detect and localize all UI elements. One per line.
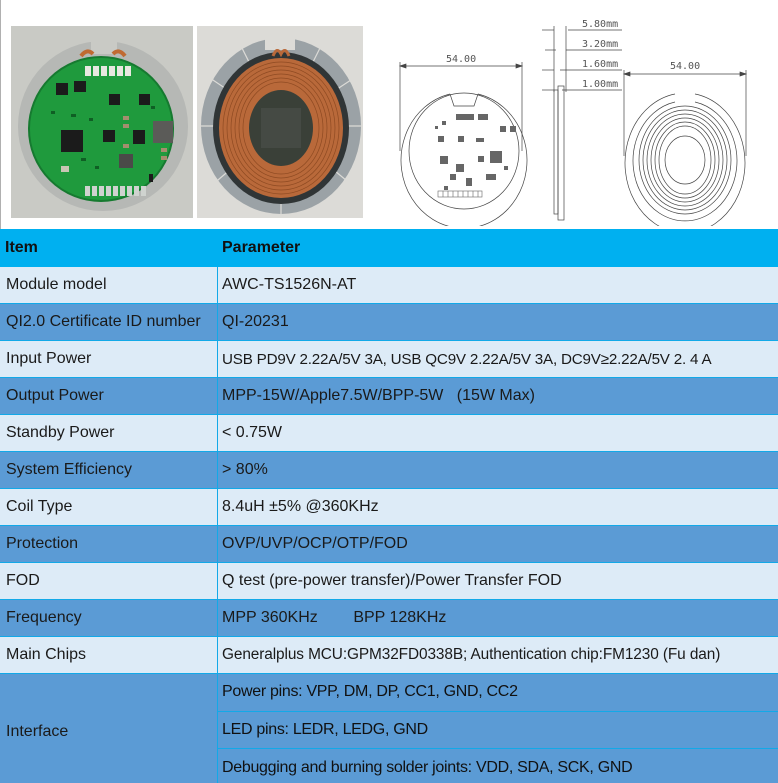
table-row [0, 489, 778, 526]
interface-debug-joints: Debugging and burning solder joints: VDD, SDA, SCK, GND [222, 758, 633, 776]
row-parameter: MPP 360KHz BPP 128KHz [222, 609, 447, 626]
coil-image-icon [197, 26, 363, 218]
front-width-label: 54.00 [446, 54, 477, 65]
dimension-drawing-icon [380, 6, 778, 226]
row-parameter: 8.4uH ±5% @360KHz [222, 498, 379, 515]
thickness-label-5-80: 5.80mm [582, 19, 619, 30]
thickness-label-1-00: 1.00mm [582, 79, 619, 90]
row-item: QI2.0 Certificate ID number [0, 304, 218, 340]
table-row [0, 304, 778, 341]
table-row [0, 637, 778, 674]
row-item: Frequency [0, 600, 218, 636]
table-row [0, 267, 778, 304]
thickness-label-1-60: 1.60mm [582, 59, 619, 70]
coil-width-label: 54.00 [670, 61, 701, 72]
row-item: Output Power [0, 378, 218, 414]
interface-led-pins: LED pins: LEDR, LEDG, GND [218, 712, 778, 750]
pcb-photo [11, 26, 193, 218]
table-row [0, 452, 778, 489]
row-item: Standby Power [0, 415, 218, 451]
row-parameter: MPP-15W/Apple7.5W/BPP-5W (15W Max) [222, 387, 535, 404]
row-parameter: AWC-TS1526N-AT [222, 276, 357, 293]
row-parameter: Generalplus MCU:GPM32FD0338B; Authentication chip:FM1230 (Fu dan) [222, 646, 721, 663]
left-border-rule [0, 0, 1, 229]
table-row-interface [0, 674, 778, 783]
row-item: Main Chips [0, 637, 218, 673]
coil-photo [197, 26, 363, 218]
pcb-image-icon [11, 26, 193, 218]
table-row [0, 378, 778, 415]
interface-power-pins: Power pins: VPP, DM, DP, CC1, GND, CC2 [218, 674, 778, 712]
table-row [0, 563, 778, 600]
header-item: Item [5, 239, 38, 256]
row-parameter: Q test (pre-power transfer)/Power Transfer FOD [222, 572, 562, 589]
interface-parameter-list [218, 674, 778, 783]
row-item: Protection [0, 526, 218, 562]
row-item: FOD [0, 563, 218, 599]
row-item: Coil Type [0, 489, 218, 525]
thickness-label-3-20: 3.20mm [582, 39, 619, 50]
table-header [0, 229, 778, 267]
row-parameter: < 0.75W [222, 424, 283, 441]
row-item: Interface [0, 674, 218, 783]
row-item: Module model [0, 267, 218, 303]
table-row [0, 526, 778, 563]
row-item: Input Power [0, 341, 218, 377]
table-row [0, 600, 778, 637]
row-parameter: QI-20231 [222, 313, 289, 330]
row-parameter: OVP/UVP/OCP/OTP/FOD [222, 535, 408, 552]
header-parameter: Parameter [222, 239, 301, 256]
row-parameter: USB PD9V 2.22A/5V 3A, USB QC9V 2.22A/5V 3A, DC9V≥2.22A/5V 2. 4 A [222, 350, 712, 368]
row-item: System Efficiency [0, 452, 218, 488]
table-row [0, 341, 778, 378]
technical-drawing [380, 6, 778, 226]
spec-table [0, 229, 778, 783]
row-parameter: > 80% [222, 461, 268, 478]
table-row [0, 415, 778, 452]
